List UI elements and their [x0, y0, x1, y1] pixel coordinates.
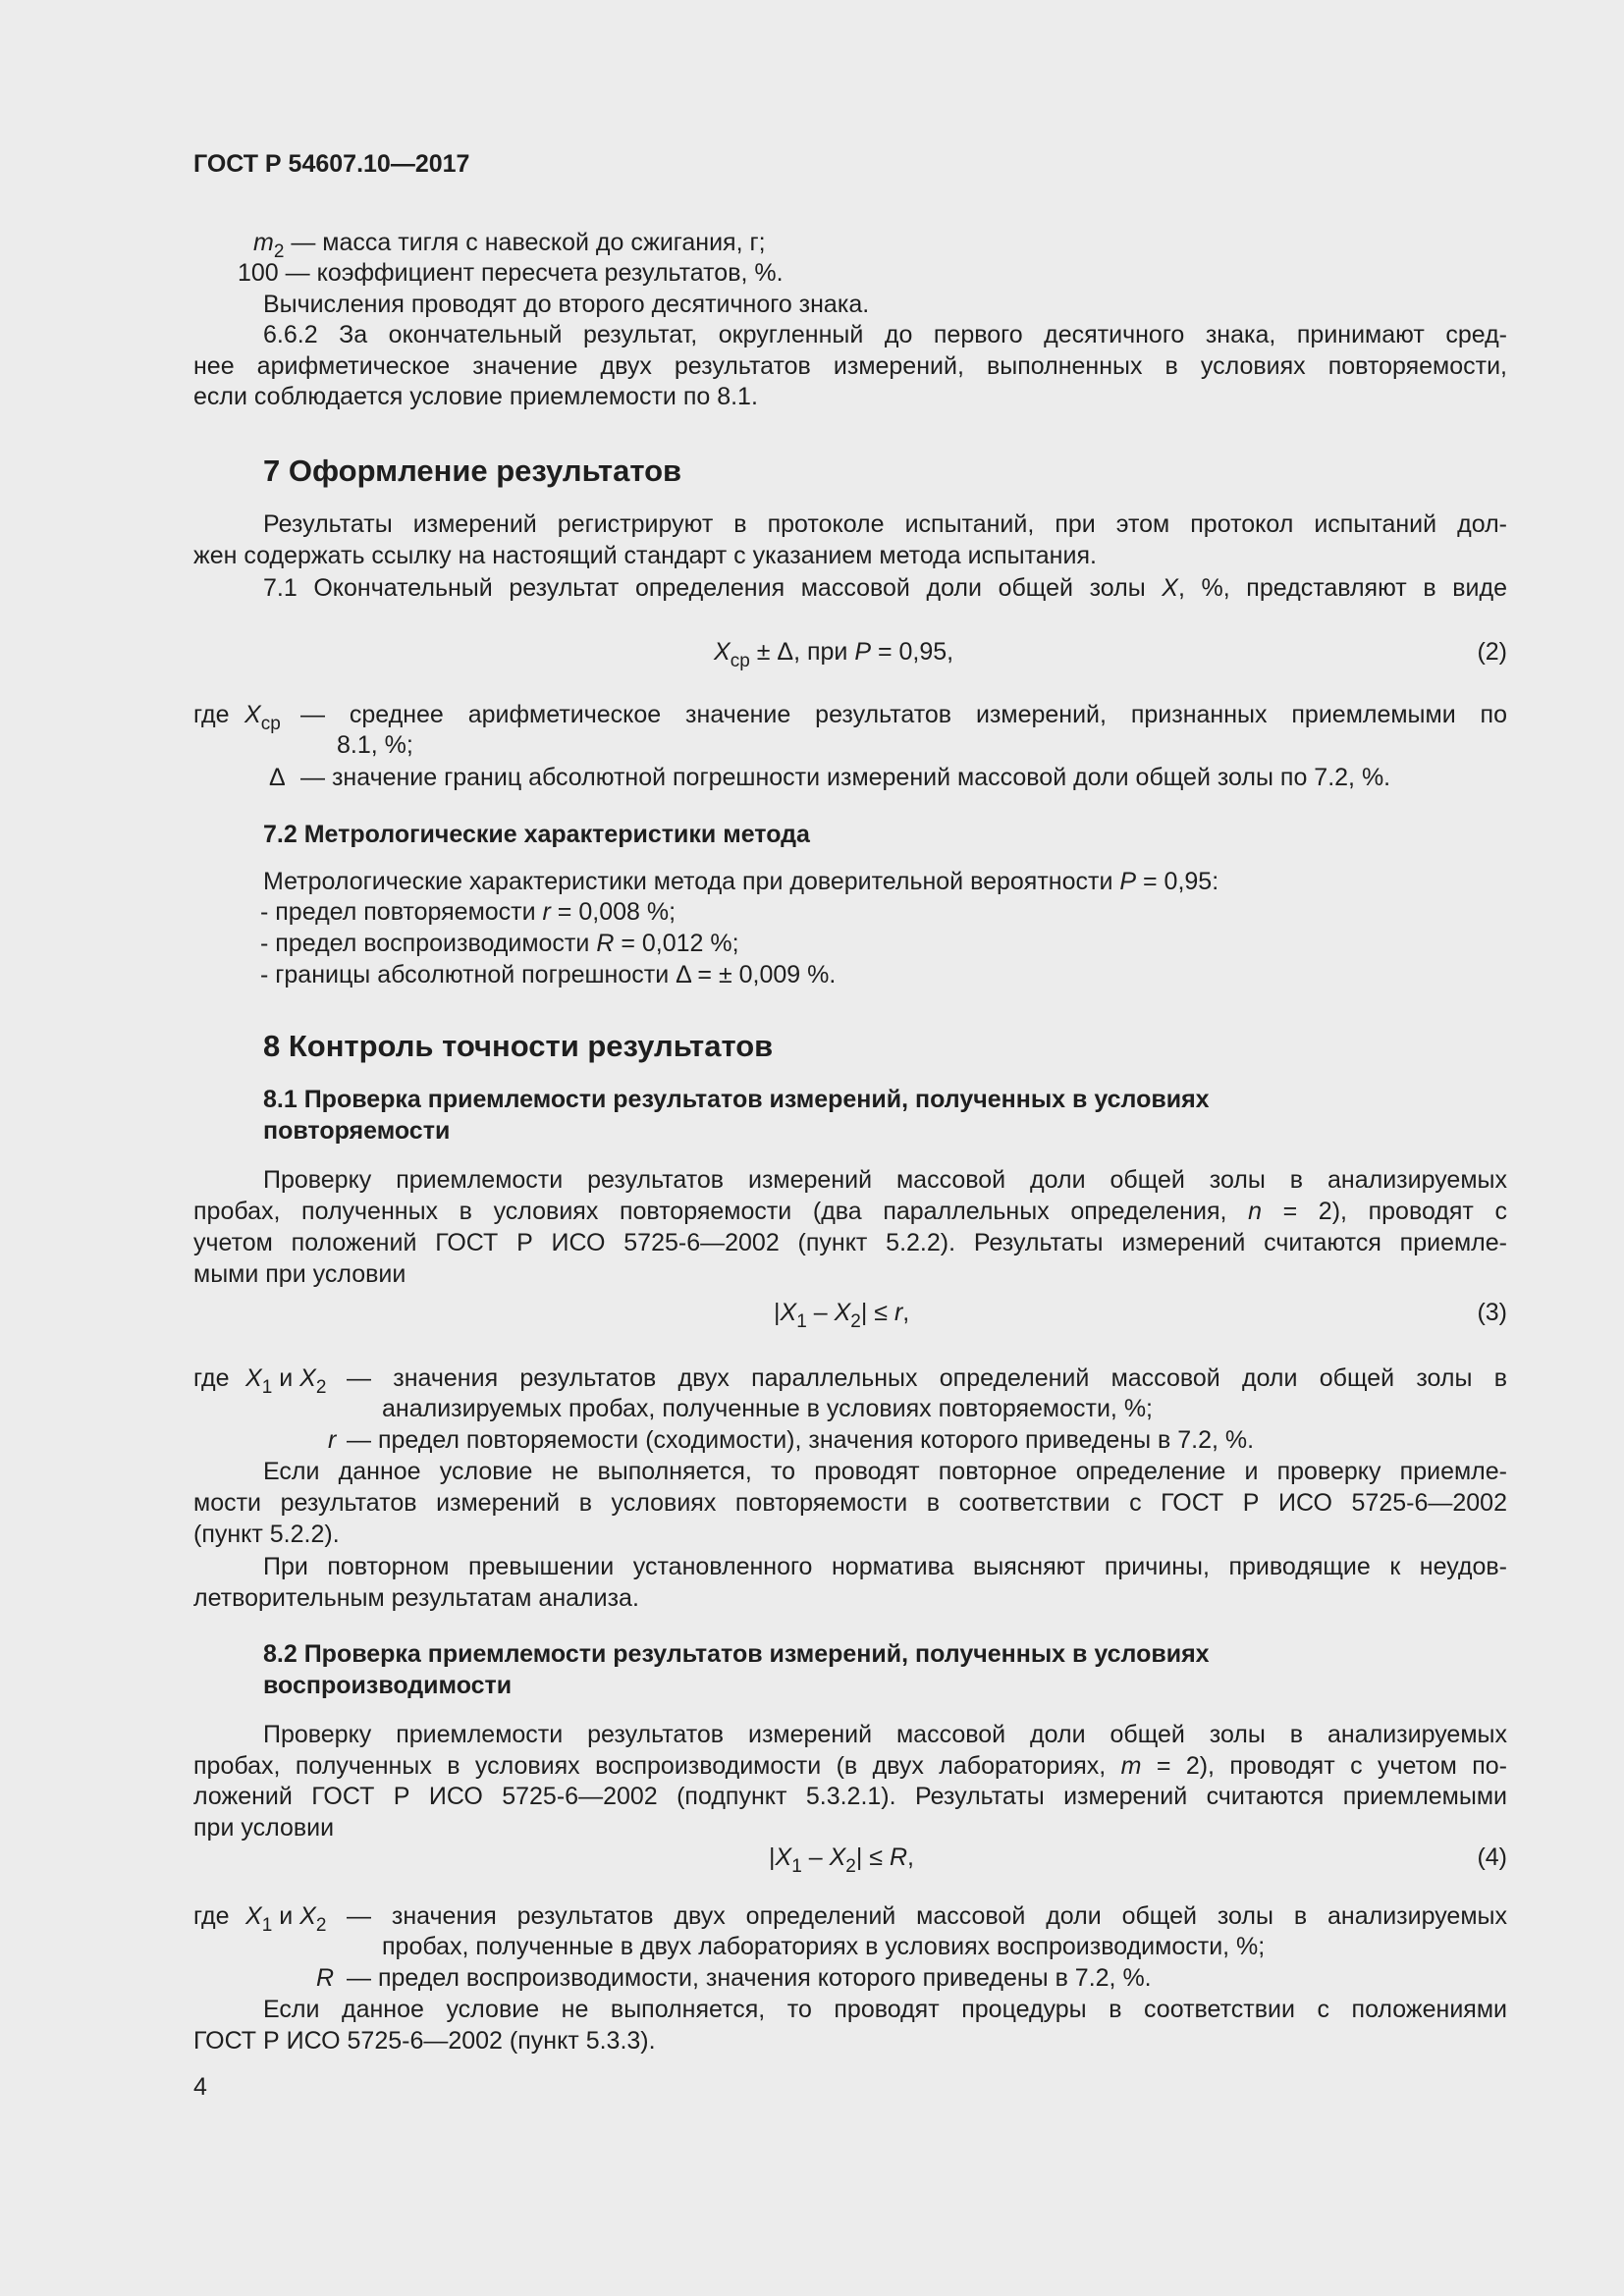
clause-8-1-failure-line1: Если данное условие не выполняется, то проводят повторное определение и проверку приемле- — [263, 1458, 1507, 1485]
x1-x2-definition-line2-eq3: анализируемых пробах, полученные в условиях повторяемости, %; — [382, 1395, 1153, 1422]
x1-x2-definition-line1-eq4: — значения результатов двух определений массовой доли общей золы в анализируемых — [347, 1902, 1507, 1930]
clause-8-1-heading-line1: 8.1 Проверка приемлемости результатов измерений, полученных в условиях — [263, 1086, 1210, 1113]
clause-8-1-para-line3: учетом положений ГОСТ Р ИСО 5725-6—2002 (пункт 5.2.2). Результаты измерений считаются приемле- — [193, 1229, 1507, 1256]
R-definition: — предел воспроизводимости, значения которого приведены в 7.2, %. — [347, 1964, 1152, 1992]
document-header-id: ГОСТ Р 54607.10—2017 — [193, 150, 470, 178]
delta-symbol: Δ — [269, 764, 286, 791]
r-definition: — предел повторяемости (сходимости), значения которого приведены в 7.2, %. — [347, 1426, 1255, 1454]
clause-8-2-failure-line1: Если данное условие не выполняется, то проводят процедуры в соответствии с положениями — [263, 1996, 1507, 2023]
clause-8-1-repeat-line2: летворительным результатам анализа. — [193, 1584, 639, 1612]
clause-8-1-para-line1: Проверку приемлемости результатов измерений массовой доли общей золы в анализируемых — [263, 1166, 1507, 1194]
where-label-eq4: где — [193, 1902, 230, 1930]
clause-8-1-failure-line2: мости результатов измерений в условиях повторяемости в соответствии с ГОСТ Р ИСО 5725-6—2002 — [193, 1489, 1507, 1517]
page-number: 4 — [193, 2073, 207, 2101]
R-symbol: R — [316, 1964, 335, 1992]
clause-8-2-para-line2: пробах, полученных в условиях воспроизводимости (в двух лабораториях, m = 2), проводят с учетом по- — [193, 1752, 1507, 1780]
calc-precision-note: Вычисления проводят до второго десятичного знака. — [263, 291, 870, 318]
clause-8-2-para-line3: ложений ГОСТ Р ИСО 5725-6—2002 (подпункт 5.3.2.1). Результаты измерений считаются приемлемыми — [193, 1783, 1507, 1810]
xcp-symbol: $X_{ср}$ — [244, 701, 281, 734]
clause-6-6-2-line3: если соблюдается условие приемлемости по 8.1. — [193, 383, 758, 410]
x1-x2-symbols-eq4: $X_1$ и $X_2$ — [245, 1902, 327, 1936]
clause-8-2-failure-line2: ГОСТ Р ИСО 5725-6—2002 (пункт 5.3.3). — [193, 2027, 656, 2055]
repeatability-limit: - предел повторяемости r = 0,008 %; — [260, 898, 677, 926]
r-symbol: r — [328, 1426, 337, 1454]
m2-definition: $m_2$ — масса тигля с навеской до сжигания, г; — [253, 229, 766, 262]
equation-4: $|X_1 - X_2| \le R$, — [769, 1843, 914, 1877]
absolute-error-bounds: - границы абсолютной погрешности Δ = ± 0,009 %. — [260, 961, 837, 988]
clause-8-1-para-line2: пробах, полученных в условиях повторяемости (два параллельных определения, n = 2), проводят с — [193, 1198, 1507, 1225]
x1-x2-definition-line2-eq4: пробах, полученные в двух лабораториях в условиях воспроизводимости, %; — [382, 1933, 1266, 1960]
section-8-heading: 8 Контроль точности результатов — [263, 1029, 774, 1063]
clause-8-1-para-line4: мыми при условии — [193, 1260, 406, 1288]
clause-8-1-repeat-line1: При повторном превышении установленного норматива выясняют причины, приводящие к неудов- — [263, 1553, 1507, 1580]
equation-3-number: (3) — [1477, 1299, 1507, 1326]
x1-x2-symbols-eq3: $X_1$ и $X_2$ — [245, 1364, 327, 1398]
clause-8-2-para-line4: при условии — [193, 1814, 335, 1842]
x1-x2-definition-line1-eq3: — значения результатов двух параллельных определений массовой доли общей золы в — [347, 1364, 1507, 1392]
section-7-intro-line1: Результаты измерений регистрируют в протоколе испытаний, при этом протокол испытаний дол- — [263, 510, 1507, 538]
equation-3: $|X_1 - X_2| \le r$, — [774, 1299, 910, 1332]
where-label-eq3: где — [193, 1364, 230, 1392]
clause-8-1-failure-line3: (пункт 5.2.2). — [193, 1521, 340, 1548]
section-7-intro-line2: жен содержать ссылку на настоящий стандарт с указанием метода испытания. — [193, 542, 1097, 569]
clause-8-2-para-line1: Проверку приемлемости результатов измерений массовой доли общей золы в анализируемых — [263, 1721, 1507, 1748]
equation-4-number: (4) — [1477, 1843, 1507, 1871]
coefficient-100-definition: 100 — коэффициент пересчета результатов, %. — [238, 259, 784, 287]
delta-definition: — значение границ абсолютной погрешности измерений массовой доли общей золы по 7.2, %. — [300, 764, 1391, 791]
xcp-definition-line2: 8.1, %; — [337, 731, 413, 759]
metrology-intro: Метрологические характеристики метода при доверительной вероятности P = 0,95: — [263, 868, 1219, 895]
where-label-eq2: где — [193, 701, 230, 728]
clause-8-1-heading-line2: повторяемости — [263, 1117, 451, 1145]
clause-7-1: 7.1 Окончательный результат определения массовой доли общей золы X, %, представляют в виде — [263, 574, 1507, 602]
clause-8-2-heading-line2: воспроизводимости — [263, 1672, 513, 1699]
clause-6-6-2-line1: 6.6.2 За окончательный результат, округленный до первого десятичного знака, принимают сред- — [263, 321, 1507, 348]
clause-6-6-2-line2: нее арифметическое значение двух результатов измерений, выполненных в условиях повторяемости, — [193, 352, 1507, 380]
section-7-heading: 7 Оформление результатов — [263, 454, 682, 488]
clause-7-2-heading: 7.2 Метрологические характеристики метода — [263, 821, 810, 848]
equation-2: $X_{ср} \pm \Delta$, при P = 0,95, — [714, 638, 954, 671]
clause-8-2-heading-line1: 8.2 Проверка приемлемости результатов измерений, полученных в условиях — [263, 1640, 1210, 1668]
reproducibility-limit: - предел воспроизводимости R = 0,012 %; — [260, 930, 739, 957]
xcp-definition-line1: — среднее арифметическое значение результатов измерений, признанных приемлемыми по — [300, 701, 1507, 728]
equation-2-number: (2) — [1477, 638, 1507, 666]
